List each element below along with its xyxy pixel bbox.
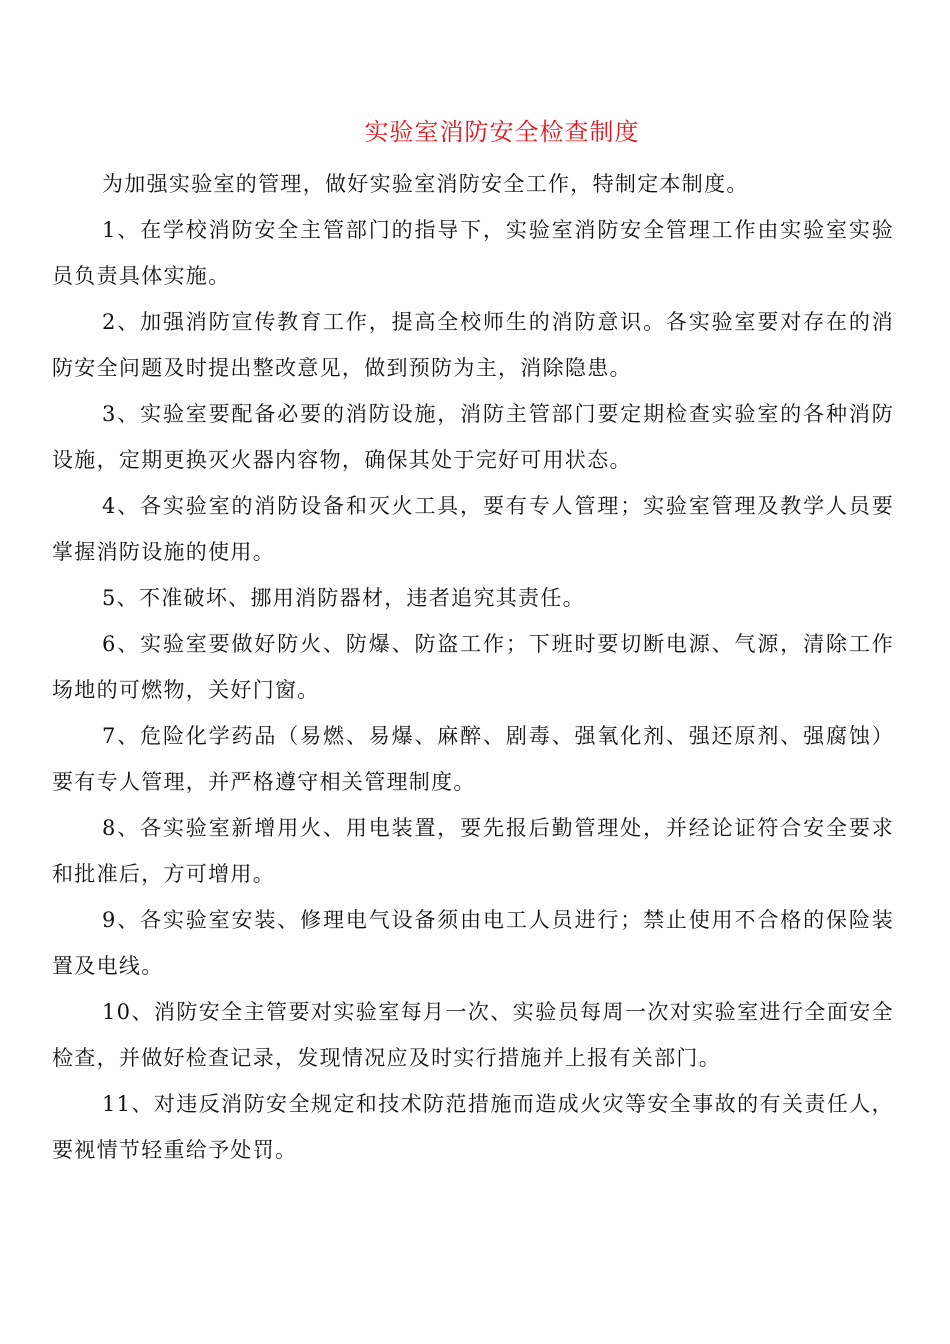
document-title: 实验室消防安全检查制度	[364, 118, 640, 146]
document-body	[52, 161, 894, 1173]
intro-paragraph: 为加强实验室的管理，做好实验室消防安全工作，特制定本制度。	[102, 172, 749, 196]
rule-paragraph-4: 4、各实验室的消防设备和灭火工具，要有专人管理；实验室管理及教学人员要掌握消防设施的使用。	[52, 494, 894, 564]
rule-paragraph-6: 6、实验室要做好防火、防爆、防盗工作；下班时要切断电源、气源，清除工作场地的可燃物，关好门窗。	[52, 632, 894, 702]
rule-paragraph-5: 5、不准破坏、挪用消防器材，违者追究其责任。	[102, 586, 585, 610]
rule-paragraph-11: 11、对违反消防安全规定和技术防范措施而造成火灾等安全事故的有关责任人，要视情节轻重给予处罚。	[52, 1092, 894, 1162]
rule-paragraph-8: 8、各实验室新增用火、用电装置，要先报后勤管理处，并经论证符合安全要求和批准后，方可增用。	[52, 816, 894, 886]
rule-paragraph-1: 1、在学校消防安全主管部门的指导下，实验室消防安全管理工作由实验室实验员负责具体实施。	[52, 218, 894, 288]
rule-paragraph-9: 9、各实验室安装、修理电气设备须由电工人员进行；禁止使用不合格的保险装置及电线。	[52, 908, 894, 978]
rule-paragraph-2: 2、加强消防宣传教育工作，提高全校师生的消防意识。各实验室要对存在的消防安全问题及时提出整改意见，做到预防为主，消除隐患。	[52, 310, 894, 380]
rule-paragraph-10: 10、消防安全主管要对实验室每月一次、实验员每周一次对实验室进行全面安全检查，并做好检查记录，发现情况应及时实行措施并上报有关部门。	[52, 1000, 894, 1070]
rule-paragraph-3: 3、实验室要配备必要的消防设施，消防主管部门要定期检查实验室的各种消防设施，定期更换灭火器内容物，确保其处于完好可用状态。	[52, 402, 894, 472]
rule-paragraph-7: 7、危险化学药品（易燃、易爆、麻醉、剧毒、强氧化剂、强还原剂、强腐蚀）要有专人管理，并严格遵守相关管理制度。	[52, 724, 894, 794]
